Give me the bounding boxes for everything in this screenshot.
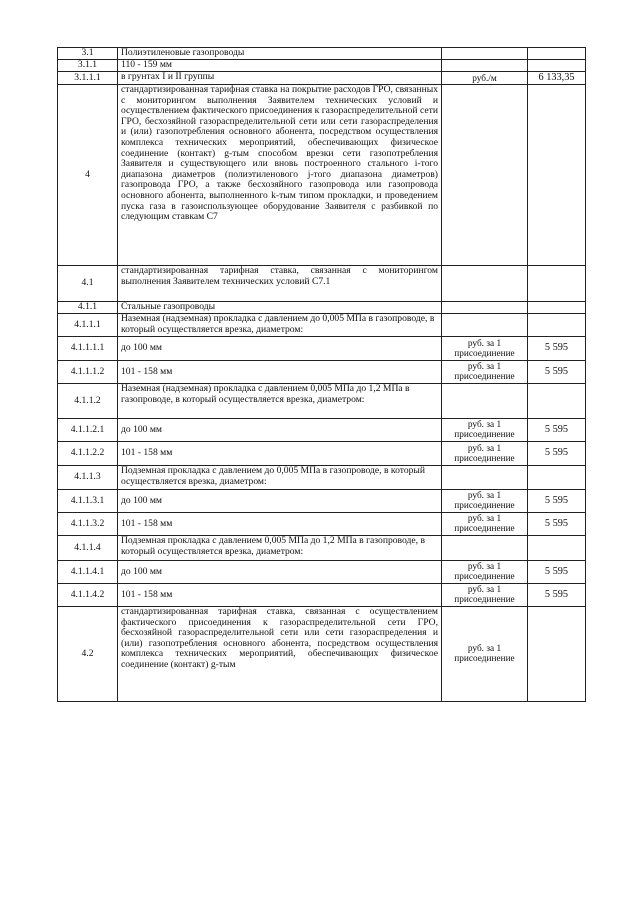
- row-number: 4.1.1.2.2: [58, 442, 118, 466]
- row-value: [528, 60, 586, 72]
- row-number: 4: [58, 85, 118, 266]
- row-number: 3.1: [58, 48, 118, 60]
- row-unit: руб. за 1 присоединение: [442, 561, 528, 584]
- table-row: [58, 607, 586, 702]
- row-value: [528, 314, 586, 337]
- row-description: Подземная прокладка с давлением 0,005 МПа до 1,2 МПа в газопроводе, в который осуществляется врезка, диаметром:: [118, 536, 442, 561]
- row-unit: руб. за 1 присоединение: [442, 584, 528, 607]
- row-unit: [442, 302, 528, 314]
- row-unit: [442, 48, 528, 60]
- row-value: [528, 302, 586, 314]
- row-value: 5 595: [528, 442, 586, 466]
- row-value: [528, 607, 586, 702]
- row-value: [528, 266, 586, 302]
- table-row: [58, 419, 586, 442]
- row-number: 4.1.1.2: [58, 384, 118, 419]
- table-row: [58, 361, 586, 384]
- row-description: стандартизированная тарифная ставка, связанная с мониторингом выполнения Заявителем технических условий С7.1: [118, 266, 442, 302]
- row-description: 101 - 158 мм: [118, 584, 442, 607]
- table-row: [58, 584, 586, 607]
- table-row: [58, 561, 586, 584]
- table-row: [58, 302, 586, 314]
- table-row: [58, 442, 586, 466]
- row-value: 6 133,35: [528, 72, 586, 85]
- row-number: 4.1.1.4.2: [58, 584, 118, 607]
- row-description: 110 - 159 мм: [118, 60, 442, 72]
- row-value: 5 595: [528, 490, 586, 513]
- row-value: 5 595: [528, 337, 586, 361]
- row-description: Наземная (надземная) прокладка с давлением 0,005 МПа до 1,2 МПа в газопроводе, в который осуществляется врезка, диаметром:: [118, 384, 442, 419]
- table-row: [58, 337, 586, 361]
- row-unit: [442, 85, 528, 266]
- row-value: 5 595: [528, 361, 586, 384]
- row-unit: руб. за 1 присоединение: [442, 442, 528, 466]
- row-description: до 100 мм: [118, 419, 442, 442]
- row-description: Подземная прокладка с давлением до 0,005 МПа в газопроводе, в который осуществляется врезка, диаметром:: [118, 466, 442, 490]
- row-value: [528, 536, 586, 561]
- row-unit: руб. за 1 присоединение: [442, 337, 528, 361]
- row-description: стандартизированная тарифная ставка, связанная с осуществлением фактического присоединения к газораспределительной сети ГРО, бесхозяйной газораспределительной сети или сети газораспределения и (или) газопотребления основного абонента, посредством осуществления комплекса технических мероприятий, обеспечивающих физическое соединение (контакт) g-тым: [118, 607, 442, 702]
- table-row: [58, 72, 586, 85]
- row-number: 4.1.1.3.2: [58, 513, 118, 536]
- row-description: стандартизированная тарифная ставка на покрытие расходов ГРО, связанных с мониторингом выполнения Заявителем технических условий и осуществлением фактического присоединения к газораспределительной сети ГРО, бесхозяйной газораспределительной сети или сети газораспределения и (или) газопотребления основного абонента, посредством осуществления комплекса технических мероприятий, обеспечивающих физическое соединение (контакт) g-тым способом врезки сети газопотребления Заявителя и существующего или вновь построенного стального i-того диапазона диаметров (полиэтиленового j-того диапазона диаметров) газопровода ГРО, а также бесхозяйного газопровода или газопровода основного абонента, выполненного k-тым типом прокладки, и проведением пуска газа в газоиспользующее оборудование Заявителя с разбивкой по следующим ставкам С7: [118, 85, 442, 266]
- row-number: 4.1.1.3.1: [58, 490, 118, 513]
- row-description: 101 - 158 мм: [118, 513, 442, 536]
- table-row: [58, 48, 586, 60]
- row-unit: [442, 466, 528, 490]
- row-unit: руб./м: [442, 72, 528, 85]
- table-row: [58, 60, 586, 72]
- table-row: [58, 266, 586, 302]
- row-value: [528, 48, 586, 60]
- row-unit: [442, 314, 528, 337]
- row-number: 3.1.1: [58, 60, 118, 72]
- row-description: до 100 мм: [118, 490, 442, 513]
- table-row: [58, 466, 586, 490]
- row-description: 101 - 158 мм: [118, 361, 442, 384]
- row-unit: руб. за 1 присоединение: [442, 513, 528, 536]
- table-row: [58, 490, 586, 513]
- row-description: в грунтах I и II группы: [118, 72, 442, 85]
- row-value: 5 595: [528, 561, 586, 584]
- table-row: [58, 536, 586, 561]
- row-unit: [442, 60, 528, 72]
- tariff-table: [57, 47, 586, 702]
- row-number: 4.1.1.1: [58, 314, 118, 337]
- row-number: 4.1.1.3: [58, 466, 118, 490]
- row-value: 5 595: [528, 419, 586, 442]
- row-description: Наземная (надземная) прокладка с давлением до 0,005 МПа в газопроводе, в который осуществляется врезка, диаметром:: [118, 314, 442, 337]
- row-unit: руб. за 1 присоединение: [442, 607, 528, 702]
- row-number: 3.1.1.1: [58, 72, 118, 85]
- row-unit: руб. за 1 присоединение: [442, 361, 528, 384]
- table-row: [58, 85, 586, 266]
- table-row: [58, 384, 586, 419]
- row-description: до 100 мм: [118, 561, 442, 584]
- row-number: 4.2: [58, 607, 118, 702]
- table-row: [58, 314, 586, 337]
- row-number: 4.1.1.1.2: [58, 361, 118, 384]
- row-unit: руб. за 1 присоединение: [442, 490, 528, 513]
- row-number: 4.1.1.4.1: [58, 561, 118, 584]
- row-description: до 100 мм: [118, 337, 442, 361]
- row-value: [528, 384, 586, 419]
- row-value: [528, 466, 586, 490]
- row-unit: [442, 536, 528, 561]
- table-row: [58, 513, 586, 536]
- row-value: 5 595: [528, 584, 586, 607]
- row-number: 4.1.1.2.1: [58, 419, 118, 442]
- row-number: 4.1.1.4: [58, 536, 118, 561]
- row-number: 4.1.1.1.1: [58, 337, 118, 361]
- row-number: 4.1: [58, 266, 118, 302]
- row-description: 101 - 158 мм: [118, 442, 442, 466]
- row-number: 4.1.1: [58, 302, 118, 314]
- row-description: Полиэтиленовые газопроводы: [118, 48, 442, 60]
- row-unit: руб. за 1 присоединение: [442, 419, 528, 442]
- row-value: 5 595: [528, 513, 586, 536]
- row-value: [528, 85, 586, 266]
- row-description: Стальные газопроводы: [118, 302, 442, 314]
- row-unit: [442, 384, 528, 419]
- row-unit: [442, 266, 528, 302]
